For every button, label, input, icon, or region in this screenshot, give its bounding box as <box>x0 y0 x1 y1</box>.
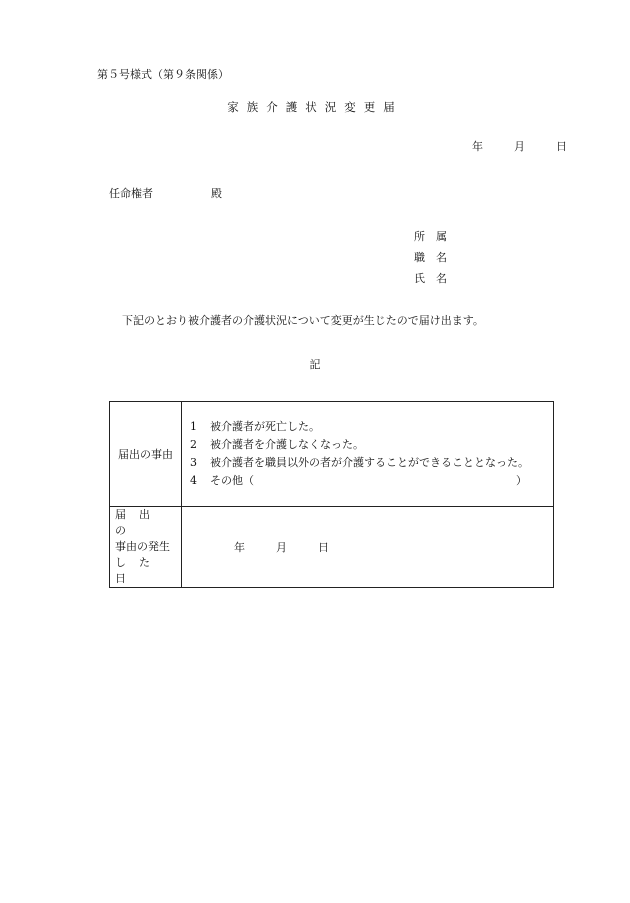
occurrence-date-cell <box>182 507 554 588</box>
reason-header <box>110 402 182 507</box>
occurrence-day-label: 日 <box>318 541 329 554</box>
reason-text: その他（ <box>210 474 254 487</box>
form-number: 第５号様式（第９条関係） <box>97 68 229 81</box>
reason-other-close-paren: ） <box>516 474 527 487</box>
reason-item-4 <box>190 472 553 490</box>
reason-number: 4 <box>190 474 197 487</box>
reason-number: 2 <box>190 438 197 451</box>
sender-name: 氏 名 <box>414 272 447 285</box>
reason-header-label: 届出の事由 <box>118 448 173 461</box>
submission-date <box>472 138 567 154</box>
occurrence-date <box>182 539 553 555</box>
sender-job-title: 職 名 <box>414 251 447 264</box>
date-year-label: 年 <box>472 140 483 153</box>
reason-number: 1 <box>190 420 197 433</box>
header-line-text: 事由の発生 <box>115 540 170 553</box>
ki-heading: 記 <box>309 358 321 371</box>
reason-text: 被介護者を介護しなくなった。 <box>210 438 364 451</box>
occurrence-row <box>110 507 554 588</box>
occurrence-month-label: 月 <box>276 541 287 554</box>
reason-item-3 <box>190 454 553 472</box>
header-line-text: した日 <box>115 556 163 585</box>
occurrence-year-label: 年 <box>234 541 245 554</box>
header-line-text: 届出の <box>115 508 163 537</box>
reason-row <box>110 402 554 507</box>
sender-affiliation: 所 属 <box>414 230 447 243</box>
addressee <box>109 185 222 201</box>
date-month-label: 月 <box>514 140 525 153</box>
date-day-label: 日 <box>556 140 567 153</box>
occurrence-header-line-3 <box>110 555 181 587</box>
reason-number: 3 <box>190 456 197 469</box>
occurrence-header-line-2 <box>110 539 181 555</box>
addressee-name: 任命権者 <box>109 187 153 200</box>
document-title: 家族介護状況変更届 <box>227 100 403 114</box>
occurrence-header-line-1 <box>110 507 181 539</box>
detail-table <box>109 401 554 588</box>
reason-text: 被介護者を職員以外の者が介護することができることとなった。 <box>210 456 529 469</box>
reason-item-2 <box>190 436 553 454</box>
occurrence-header <box>110 507 182 588</box>
addressee-honorific: 殿 <box>211 187 222 200</box>
intro-statement: 下記のとおり被介護者の介護状況について変更が生じたので届け出ます。 <box>122 314 484 327</box>
reason-text: 被介護者が死亡した。 <box>210 420 320 433</box>
reason-item-1 <box>190 418 553 436</box>
reason-list <box>182 402 554 507</box>
